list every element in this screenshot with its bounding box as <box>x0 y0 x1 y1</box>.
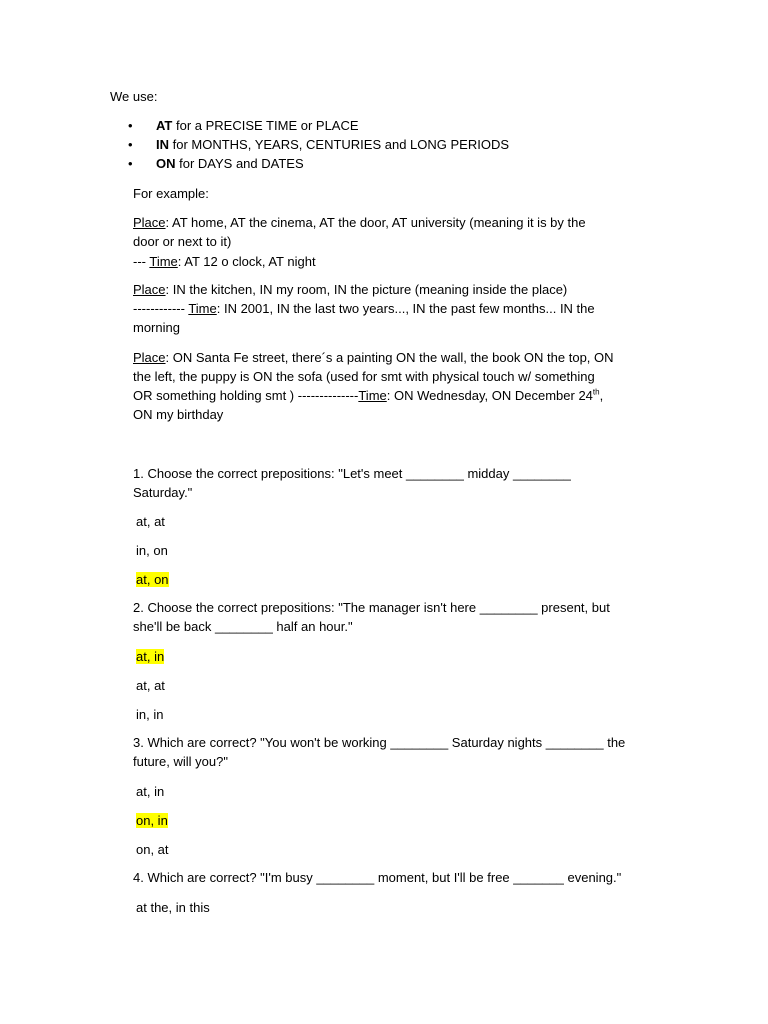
on-line-3: OR something holding smt ) --------------Time: ON Wednesday, ON December 24th, <box>133 387 604 403</box>
on-line-4: ON my birthday <box>133 407 224 422</box>
bullet-in: • IN for MONTHS, YEARS, CENTURIES and LONG PERIODS <box>128 135 509 154</box>
usage-bullet-list <box>128 116 509 173</box>
q1-option-3-correct[interactable] <box>136 570 169 589</box>
in-place-line: Place: IN the kitchen, IN my room, IN the picture (meaning inside the place) <box>133 282 568 297</box>
question-1-line-2: Saturday." <box>133 485 193 500</box>
on-line-1: Place: ON Santa Fe street, there´s a painting ON the wall, the book ON the top, ON <box>133 350 614 365</box>
answer-highlight: at, in <box>136 649 165 664</box>
question-4-line-1: 4. Which are correct? "I'm busy ________ moment, but I'll be free _______ evening." <box>133 870 622 885</box>
question-3-line-2: future, will you?" <box>133 754 228 769</box>
intro-text: We use: <box>110 89 158 104</box>
question-3-line-1: 3. Which are correct? "You won't be working ________ Saturday nights ________ the <box>133 735 626 750</box>
on-line-2: the left, the puppy is ON the sofa (used for smt with physical touch w/ something <box>133 369 595 384</box>
q2-option-2[interactable]: at, at <box>136 678 165 693</box>
q1-option-2[interactable]: in, on <box>136 543 168 558</box>
question-2-line-2: she'll be back ________ half an hour." <box>133 619 353 634</box>
question-2-line-1: 2. Choose the correct prepositions: "The manager isn't here ________ present, but <box>133 600 610 615</box>
at-place-line-1: Place: AT home, AT the cinema, AT the door, AT university (meaning it is by the <box>133 215 586 230</box>
q2-option-3[interactable]: in, in <box>136 707 164 722</box>
bullet-on: • ON for DAYS and DATES <box>128 154 509 173</box>
answer-highlight: at, on <box>136 572 169 587</box>
q2-option-1-correct[interactable] <box>136 647 164 666</box>
question-1-line-1: 1. Choose the correct prepositions: "Let's meet ________ midday ________ <box>133 466 571 481</box>
in-time-line-1: ------------ Time: IN 2001, IN the last two years..., IN the past few months... IN the <box>133 301 595 316</box>
in-time-line-2: morning <box>133 320 180 335</box>
at-place-line-2: door or next to it) <box>133 234 232 249</box>
at-time-line: --- Time: AT 12 o clock, AT night <box>133 254 316 269</box>
q1-option-1[interactable]: at, at <box>136 514 165 529</box>
q3-option-2-correct[interactable] <box>136 811 168 830</box>
bullet-at: • AT for a PRECISE TIME or PLACE <box>128 116 509 135</box>
q3-option-1[interactable]: at, in <box>136 784 165 799</box>
answer-highlight: on, in <box>136 813 168 828</box>
q3-option-3[interactable]: on, at <box>136 842 169 857</box>
example-heading: For example: <box>133 186 209 201</box>
q4-option-1[interactable]: at the, in this <box>136 900 210 915</box>
